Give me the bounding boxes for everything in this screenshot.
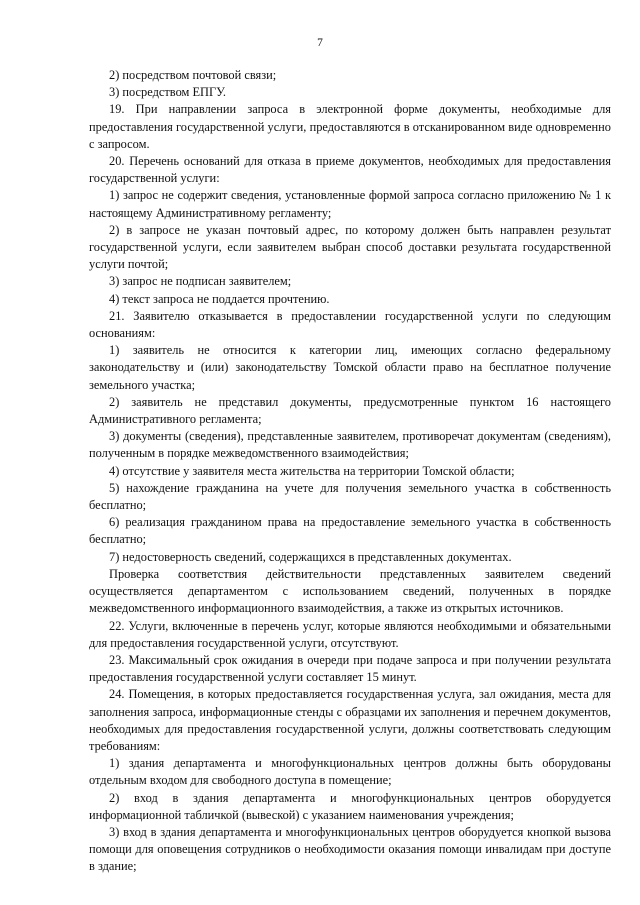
paragraph-24: 24. Помещения, в которых предоставляется государственная услуга, зал ожидания, места для заполнения запроса, информационные стенды с образцами их заполнения и перечнем документов, необходимых для предоставления государственной услуги, должны соответствовать следующим требованиям: — [89, 687, 611, 753]
document-body — [89, 67, 611, 876]
paragraph-21-item-4: 4) отсутствие у заявителя места жительства на территории Томской области; — [109, 463, 515, 478]
paragraph-24-item-1: 1) здания департамента и многофункциональных центров должны быть оборудованы отдельным входом для свободного доступа в помещение; — [89, 756, 611, 788]
paragraph-21-item-7: 7) недостоверность сведений, содержащихся в представленных документах. — [109, 549, 512, 564]
paragraph-21: 21. Заявителю отказывается в предоставлении государственной услуги по следующим основаниям: — [89, 308, 611, 341]
paragraph-20-item-4: 4) текст запроса не поддается прочтению. — [109, 291, 330, 306]
paragraph-24-item-2: 2) вход в здания департамента и многофункциональных центров оборудуется информационной табличкой (вывеской) с указанием наименования учреждения; — [89, 790, 611, 822]
paragraph-item-2-postal: 2) посредством почтовой связи; — [109, 68, 277, 82]
paragraph-20-item-1: 1) запрос не содержит сведения, установленные формой запроса согласно приложению № 1 к настоящему Административному регламенту; — [89, 188, 611, 220]
paragraph-21-item-5: 5) нахождение гражданина на учете для получения земельного участка в собственность бесплатно; — [89, 480, 611, 513]
paragraph-item-3-epgu: 3) посредством ЕПГУ. — [109, 85, 226, 100]
paragraph-24-item-3: 3) вход в здания департамента и многофункциональных центров оборудуется кнопкой вызова помощи для оповещения сотрудников о необходимости оказания помощи инвалидам при доступе в здание; — [89, 824, 611, 874]
paragraph-21-item-1: 1) заявитель не относится к категории лиц, имеющих согласно федеральному законодательству и (или) законодательству Томской области право на бесплатное получение земельного участка; — [89, 343, 611, 392]
paragraph-20: 20. Перечень оснований для отказа в приеме документов, необходимых для предоставления государственной услуги: — [89, 154, 611, 186]
paragraph-20-item-3: 3) запрос не подписан заявителем; — [109, 274, 292, 289]
paragraph-21-item-2: 2) заявитель не представил документы, предусмотренные пунктом 16 настоящего Административного регламента; — [89, 394, 611, 427]
paragraph-verification: Проверка соответствия действительности представленных заявителем сведений осуществляется департаментом с использованием сведений, полученных в порядке межведомственного информационного взаимодействия, а также из открытых источников. — [89, 566, 611, 616]
paragraph-23: 23. Максимальный срок ожидания в очереди при подаче запроса и при получении результата предоставления государственной услуги составляет 15 минут. — [89, 652, 611, 685]
paragraph-20-item-2: 2) в запросе не указан почтовый адрес, по которому должен быть направлен результат государственной услуги, если заявителем выбран способ доставки результата государственной услуги почтой; — [89, 222, 611, 272]
paragraph-21-item-6: 6) реализация гражданином права на предоставление земельного участка в собственность бесплатно; — [89, 515, 611, 547]
paragraph-19: 19. При направлении запроса в электронной форме документы, необходимые для предоставления государственной услуги, предоставляются в отсканированном виде одновременно с запросом. — [89, 102, 611, 151]
paragraph-21-item-3: 3) документы (сведения), представленные заявителем, противоречат документам (сведениям), полученным в порядке межведомственного взаимодействия; — [89, 429, 611, 461]
paragraph-22: 22. Услуги, включенные в перечень услуг, которые являются необходимыми и обязательными для предоставления государственной услуги, отсутствуют. — [89, 618, 611, 650]
page-number: 7 — [317, 37, 323, 49]
